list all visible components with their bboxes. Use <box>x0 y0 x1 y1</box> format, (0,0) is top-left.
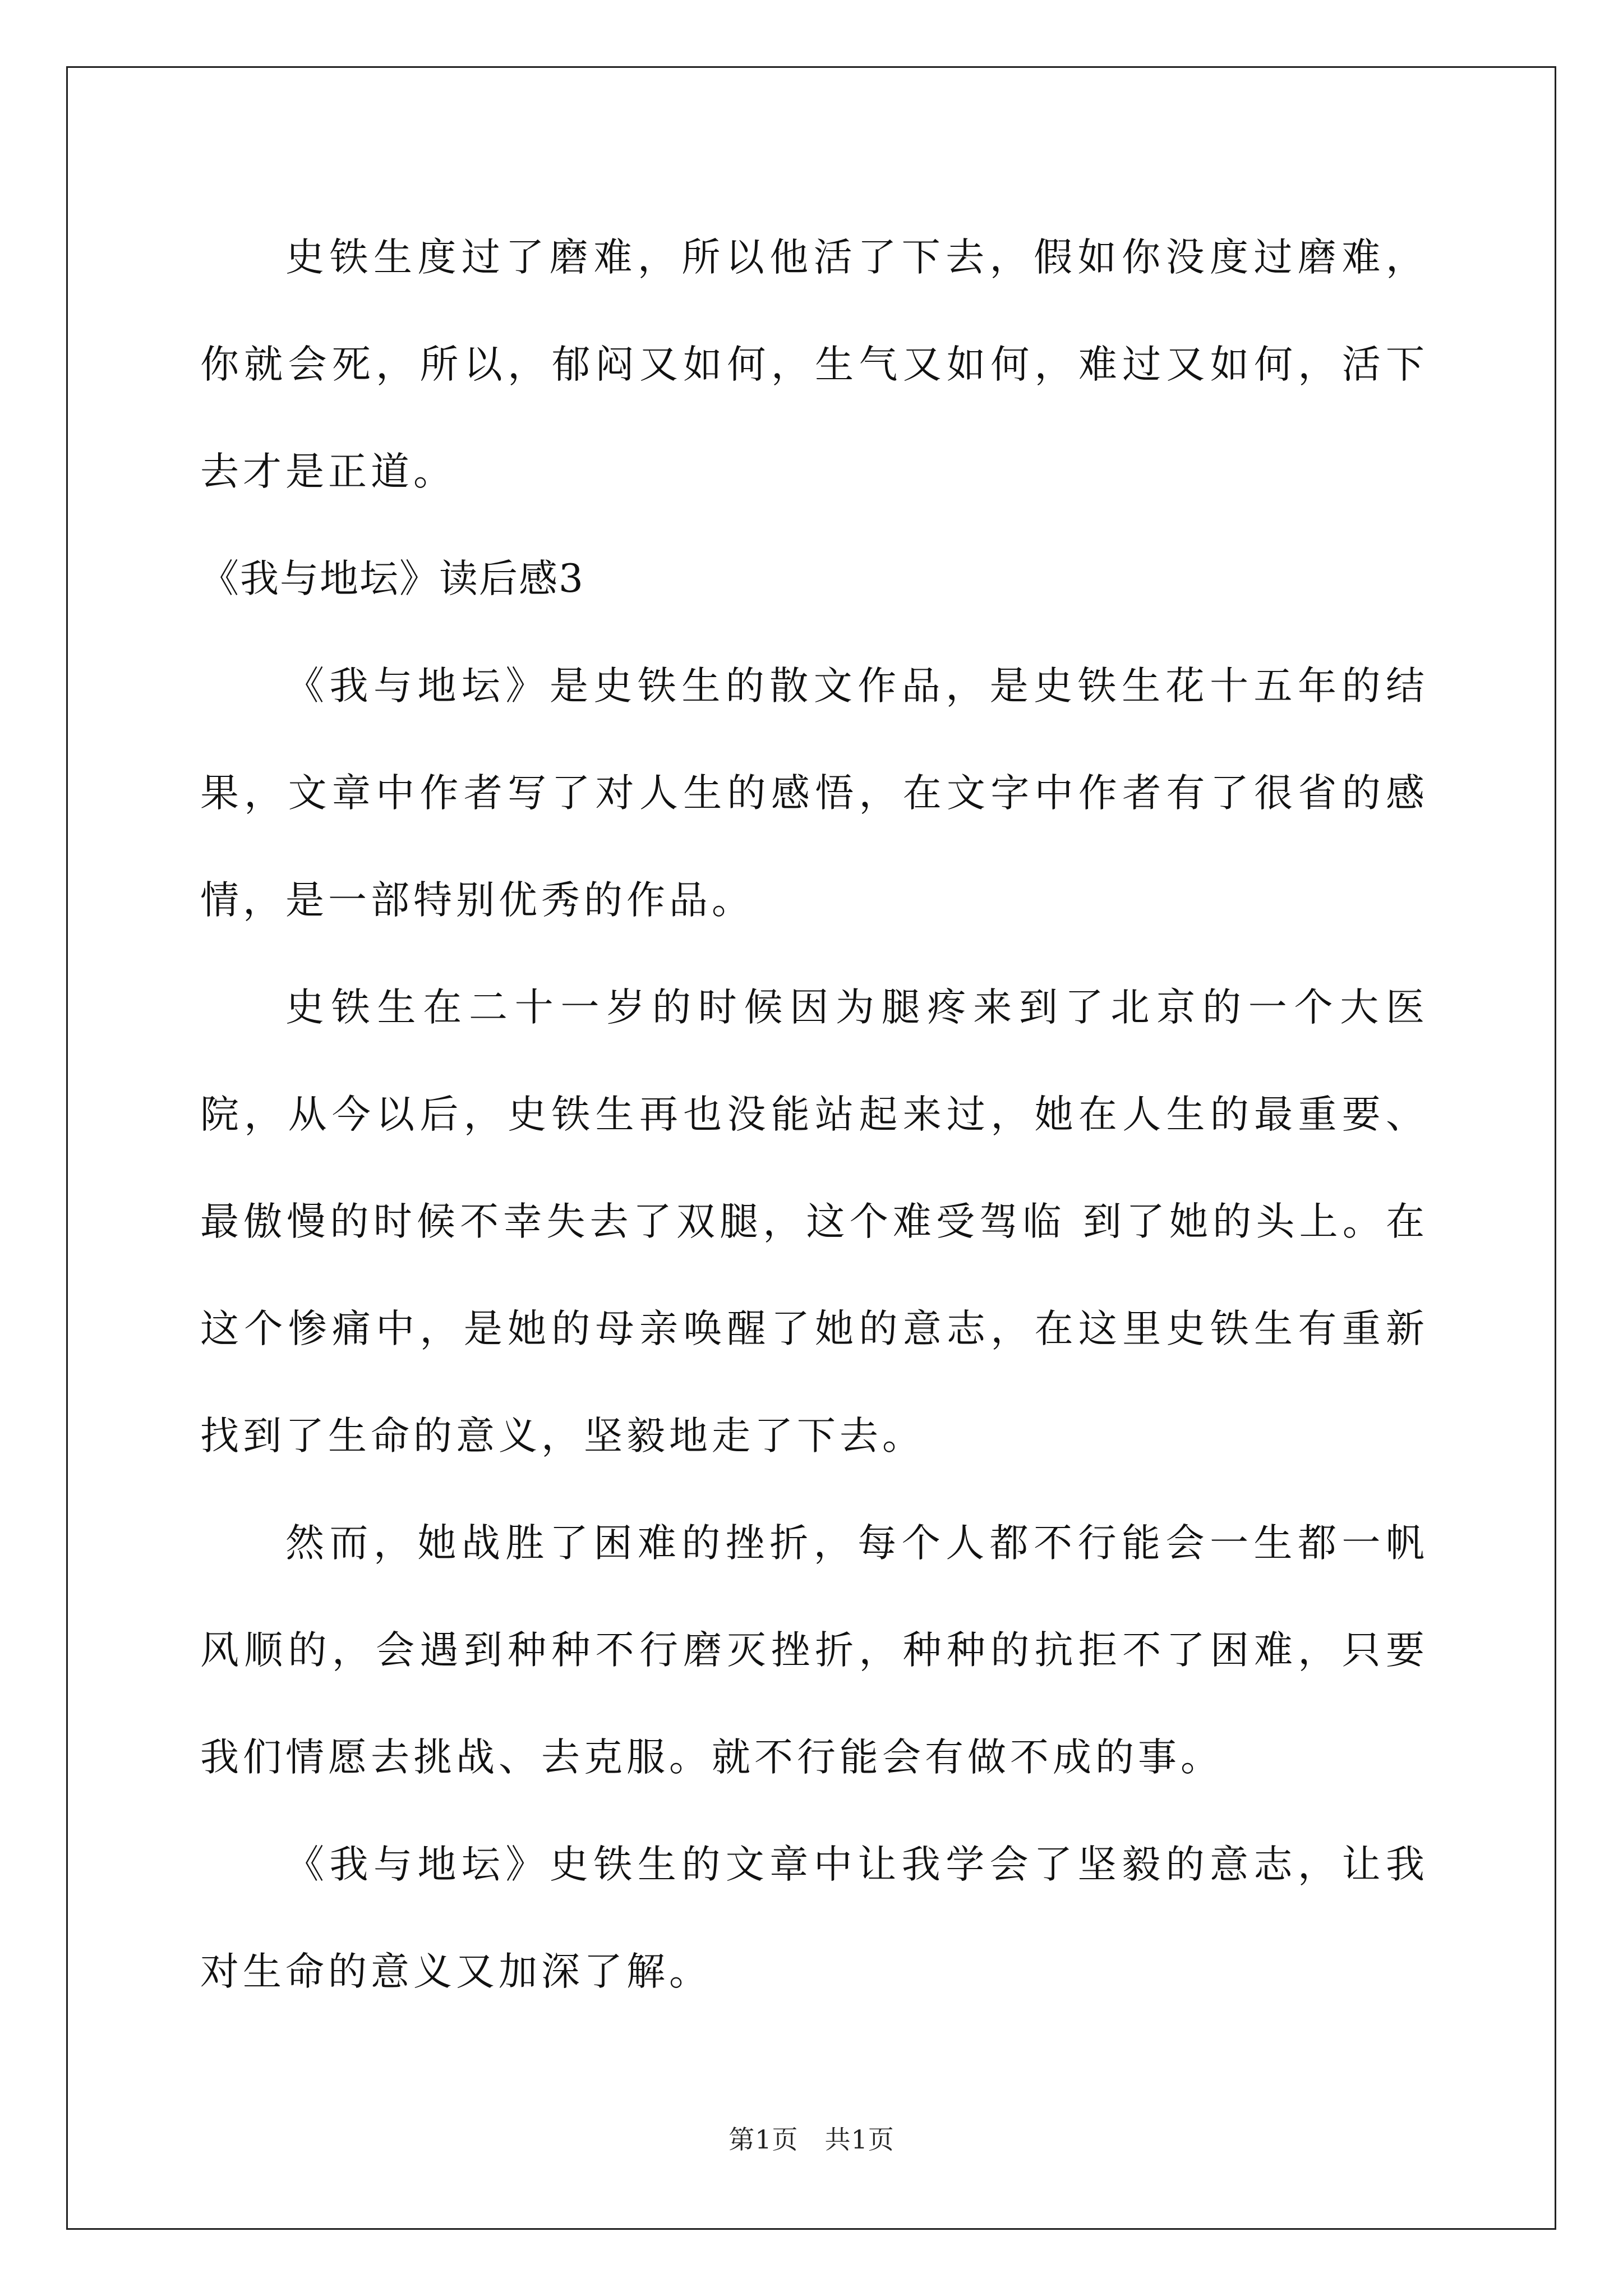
paragraph-story: 史铁生在二十一岁的时候因为腿疼来到了北京的一个大医院，从今以后，史铁生再也没能站起来过，她在人生的最重要、最傲慢的时候不幸失去了双腿，这个难受驾临 到了她的头上。在这个惨痛中，是她的母亲唤醒了她的意志，在这里史铁生有重新找到了生命的意义，坚毅地走了下去。 <box>200 985 1428 1458</box>
page-footer: 第1页 共1页 <box>728 2124 895 2155</box>
paragraph-summary: 《我与地坛》史铁生的文章中让我学会了坚毅的意志，让我对生命的意义又加深了解。 <box>200 1842 1428 1994</box>
document-body <box>200 204 1428 2026</box>
paragraph-intro: 《我与地坛》是史铁生的散文作品，是史铁生花十五年的结果，文章中作者写了对人生的感悟，在文字中作者有了很省的感情，是一部特别优秀的作品。 <box>200 664 1428 923</box>
paragraph-reflection: 然而，她战胜了困难的挫折，每个人都不行能会一生都一帆风顺的，会遇到种种不行磨灭挫折，种种的抗拒不了困难，只要我们情愿去挑战、去克服。就不行能会有做不成的事。 <box>200 1521 1428 1780</box>
paragraph-conclusion: 史铁生度过了磨难，所以他活了下去，假如你没度过磨难，你就会死，所以，郁闷又如何，生气又如何，难过又如何，活下去才是正道。 <box>200 235 1428 494</box>
section-heading: 《我与地坛》读后感3 <box>200 556 584 601</box>
